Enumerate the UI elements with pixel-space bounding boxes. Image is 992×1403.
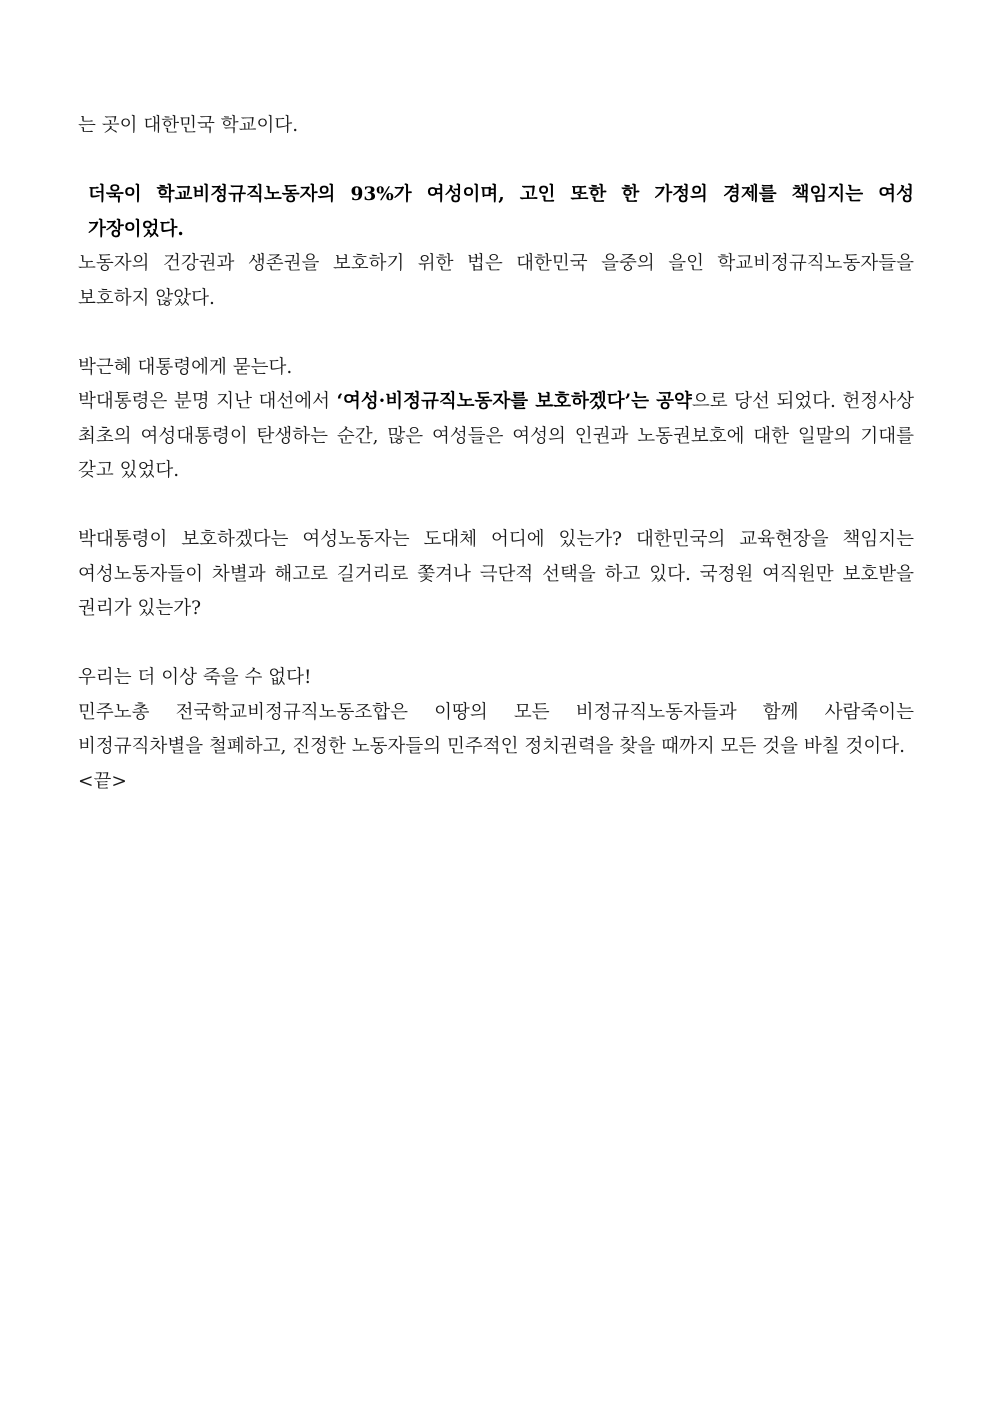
- paragraph-bold-statement: 더욱이 학교비정규직노동자의 93%가 여성이며, 고인 또한 한 가정의 경제를 책임지는 여성 가장이었다.: [88, 184, 914, 240]
- paragraph-gap: [78, 627, 914, 662]
- paragraph-continuation: 는 곳이 대한민국 학교이다.: [78, 115, 299, 136]
- paragraph-gap: [78, 316, 914, 351]
- paragraph-question-heading: 박근혜 대통령에게 묻는다.: [78, 356, 293, 378]
- paragraph-gap: [78, 144, 914, 179]
- pledge-text-post: 으로 당선 되었다. 헌정사상 최초의 여성대통령이 탄생하는 순간, 많은 여성들은 여성의 인권과 노동권보호에 대한 일말의 기대를 갖고 있었다.: [78, 391, 914, 481]
- paragraph-declaration: 우리는 더 이상 죽을 수 없다!: [78, 667, 312, 688]
- paragraph-where: 박대통령이 보호하겠다는 여성노동자는 도대체 어디에 있는가? 대한민국의 교육현장을 책임지는 여성노동자들이 차별과 해고로 길거리로 쫓겨나 극단적 선택을 하고 있다. 국정원 여직원만 보호받을 권리가 있는가?: [78, 529, 914, 619]
- paragraph-law: 노동자의 건강권과 생존권을 보호하기 위한 법은 대한민국 을중의 을인 학교비정규직노동자들을 보호하지 않았다.: [78, 253, 914, 309]
- pledge-text-pre: 박대통령은 분명 지난 대선에서: [78, 391, 337, 412]
- paragraph-gap: [78, 489, 914, 524]
- paragraph-pledge: [78, 385, 914, 489]
- paragraph-resolution: 민주노총 전국학교비정규직노동조합은 이땅의 모든 비정규직노동자들과 함께 사람죽이는 비정규직차별을 철폐하고, 진정한 노동자들의 민주적인 정치권력을 찾을 때까지 모든 것을 바칠 것이다.: [78, 701, 914, 757]
- paragraph-end-mark: <끝>: [78, 770, 127, 792]
- pledge-text-bold: ‘여성·비정규직노동자를 보호하겠다’는 공약: [336, 391, 692, 412]
- document-body: [78, 109, 914, 799]
